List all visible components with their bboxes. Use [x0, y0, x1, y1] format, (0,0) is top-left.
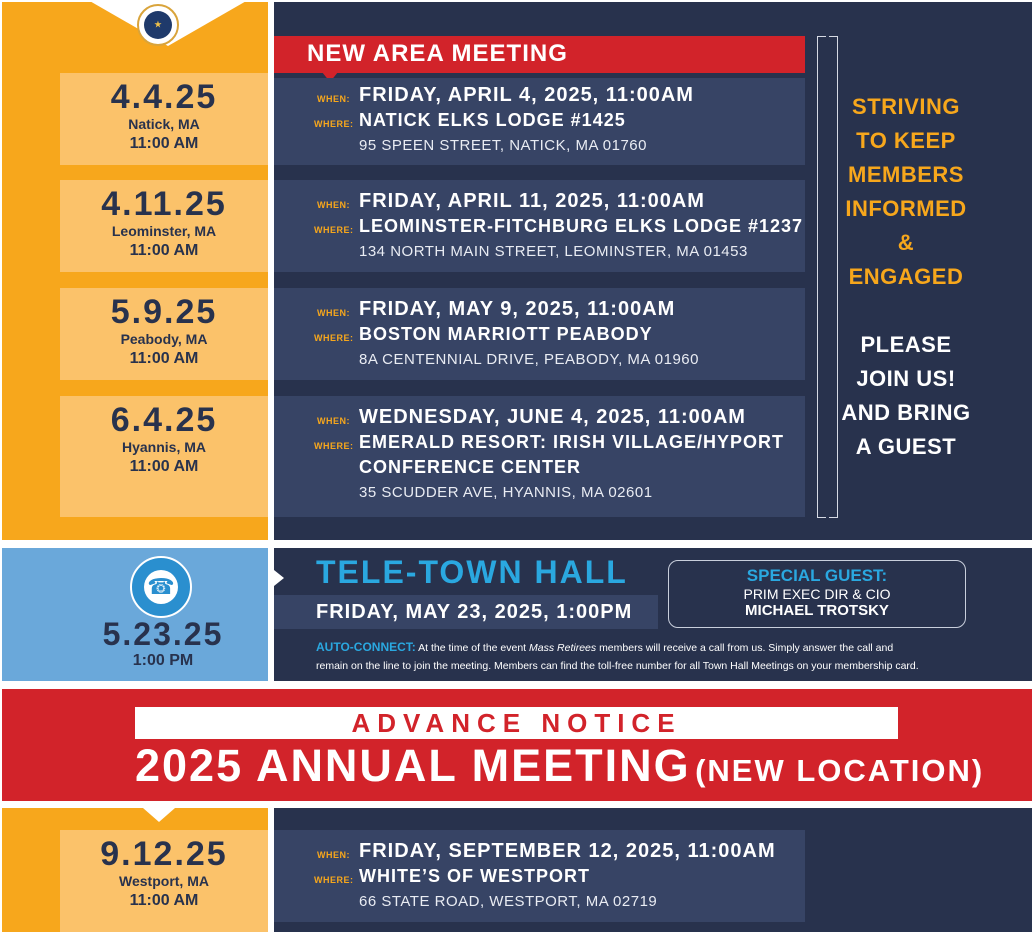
annual-meeting-details [274, 830, 805, 922]
phone-people-icon: ☎ [144, 570, 178, 604]
tele-title: TELE-TOWN HALL [316, 554, 628, 590]
when-label: WHEN: [317, 200, 350, 210]
auto-connect-line [316, 638, 1016, 657]
meeting-when: FRIDAY, SEPTEMBER 12, 2025, 11:00AM [359, 840, 776, 862]
date-time: 11:00 AM [129, 350, 199, 367]
date-city: Natick, MA [128, 116, 200, 132]
tele-date: 5.23.25 [102, 616, 224, 652]
auto-connect-line2: remain on the line to join the meeting. Members can find the toll-free number for all Town Hall Meetings on your membership card. [316, 660, 919, 672]
auto-text-post: members will receive a call from us. Simply answer the call and [599, 642, 894, 654]
invite-line: AND BRING [841, 400, 971, 425]
date-time: 11:00 AM [129, 135, 199, 152]
tagline-line: STRIVING [852, 94, 960, 119]
new-area-meeting-banner [274, 36, 805, 73]
tele-town-hall-logo [130, 556, 192, 618]
tagline-line: MEMBERS [848, 162, 964, 187]
tagline-line: & ENGAGED [848, 230, 964, 289]
where-label: WHERE: [314, 441, 354, 451]
invite [840, 328, 972, 464]
bottom-notch [143, 808, 175, 822]
date-time: 11:00 AM [129, 242, 199, 259]
tele-when: FRIDAY, MAY 23, 2025, 1:00PM [316, 601, 633, 623]
meeting-where: WHITE’S OF WESTPORT [359, 866, 590, 886]
meeting-address: 8A CENTENNIAL DRIVE, PEABODY, MA 01960 [359, 351, 699, 368]
date-value: 4.11.25 [101, 185, 227, 223]
advance-notice-bar [135, 707, 898, 739]
when-label: WHEN: [317, 850, 350, 860]
meeting-details [274, 396, 805, 517]
mass-retirees-logo [137, 4, 179, 46]
advance-notice: ADVANCE NOTICE [351, 708, 682, 738]
where-label: WHERE: [314, 333, 354, 343]
meeting-where-line2: CONFERENCE CENTER [359, 457, 582, 477]
tele-when-bar [274, 595, 658, 629]
when-label: WHEN: [317, 308, 350, 318]
date-city: Hyannis, MA [121, 439, 206, 455]
where-label: WHERE: [314, 119, 354, 129]
auto-text-em: Mass Retirees [529, 642, 597, 654]
meeting-address: 35 SCUDDER AVE, HYANNIS, MA 02601 [359, 484, 653, 501]
auto-connect-text [316, 638, 1016, 675]
date-value: 4.4.25 [110, 78, 218, 116]
meeting-address: 66 STATE ROAD, WESTPORT, MA 02719 [359, 893, 658, 910]
tele-time: 1:00 PM [132, 652, 194, 669]
where-label: WHERE: [314, 225, 354, 235]
meeting-address: 95 SPEEN STREET, NATICK, MA 01760 [359, 137, 647, 154]
date-card [60, 73, 268, 165]
special-guest-box [668, 560, 966, 628]
meeting-when: FRIDAY, APRIL 11, 2025, 11:00AM [359, 190, 705, 212]
meeting-where: EMERALD RESORT: IRISH VILLAGE/HYPORT [359, 432, 785, 452]
annual-title-line [135, 740, 984, 792]
guest-label: SPECIAL GUEST: [746, 566, 888, 585]
date-city: Westport, MA [119, 873, 209, 889]
meeting-when: FRIDAY, MAY 9, 2025, 11:00AM [359, 298, 676, 320]
meeting-details [274, 78, 805, 165]
meeting-address: 134 NORTH MAIN STREET, LEOMINSTER, MA 01453 [359, 243, 748, 260]
invite-line: JOIN US! [856, 366, 956, 391]
date-city: Leominster, MA [111, 223, 217, 239]
when-label: WHEN: [317, 416, 350, 426]
meeting-when: WEDNESDAY, JUNE 4, 2025, 11:00AM [359, 406, 746, 428]
meeting-details [274, 180, 805, 272]
auto-text-pre: At the time of the event [418, 642, 527, 654]
meeting-details [274, 288, 805, 380]
date-value: 6.4.25 [110, 401, 218, 439]
guest-name: MICHAEL TROTSKY [745, 602, 889, 619]
guest-title: PRIM EXEC DIR & CIO [743, 586, 891, 602]
annual-subtitle: (NEW LOCATION) [695, 753, 985, 788]
annual-date-card [60, 830, 268, 932]
tagline [840, 90, 972, 294]
date-card [60, 180, 268, 272]
date-time: 11:00 AM [129, 458, 199, 475]
where-label: WHERE: [314, 875, 354, 885]
tagline-line: INFORMED [845, 196, 967, 221]
date-value: 9.12.25 [100, 835, 228, 873]
annual-title: 2025 ANNUAL MEETING [135, 740, 691, 791]
logo-seal-icon: ★ [144, 11, 172, 39]
date-city: Peabody, MA [120, 331, 208, 347]
date-time: 11:00 AM [129, 892, 199, 909]
bracket-left [817, 36, 826, 518]
date-card [60, 288, 268, 380]
auto-connect-label: AUTO-CONNECT: [316, 640, 416, 654]
banner-title: NEW AREA MEETING [307, 40, 568, 67]
meeting-where: NATICK ELKS LODGE #1425 [359, 110, 626, 130]
bracket-right [829, 36, 838, 518]
tagline-line: TO KEEP [856, 128, 956, 153]
date-card [60, 396, 268, 517]
when-label: WHEN: [317, 94, 350, 104]
date-value: 5.9.25 [110, 293, 218, 331]
tele-arrow-icon [274, 570, 284, 586]
meeting-where: BOSTON MARRIOTT PEABODY [359, 324, 653, 344]
meeting-when: FRIDAY, APRIL 4, 2025, 11:00AM [359, 84, 694, 106]
invite-line: A GUEST [855, 434, 957, 459]
invite-line: PLEASE [860, 332, 952, 357]
meeting-where: LEOMINSTER-FITCHBURG ELKS LODGE #1237 [359, 216, 804, 236]
